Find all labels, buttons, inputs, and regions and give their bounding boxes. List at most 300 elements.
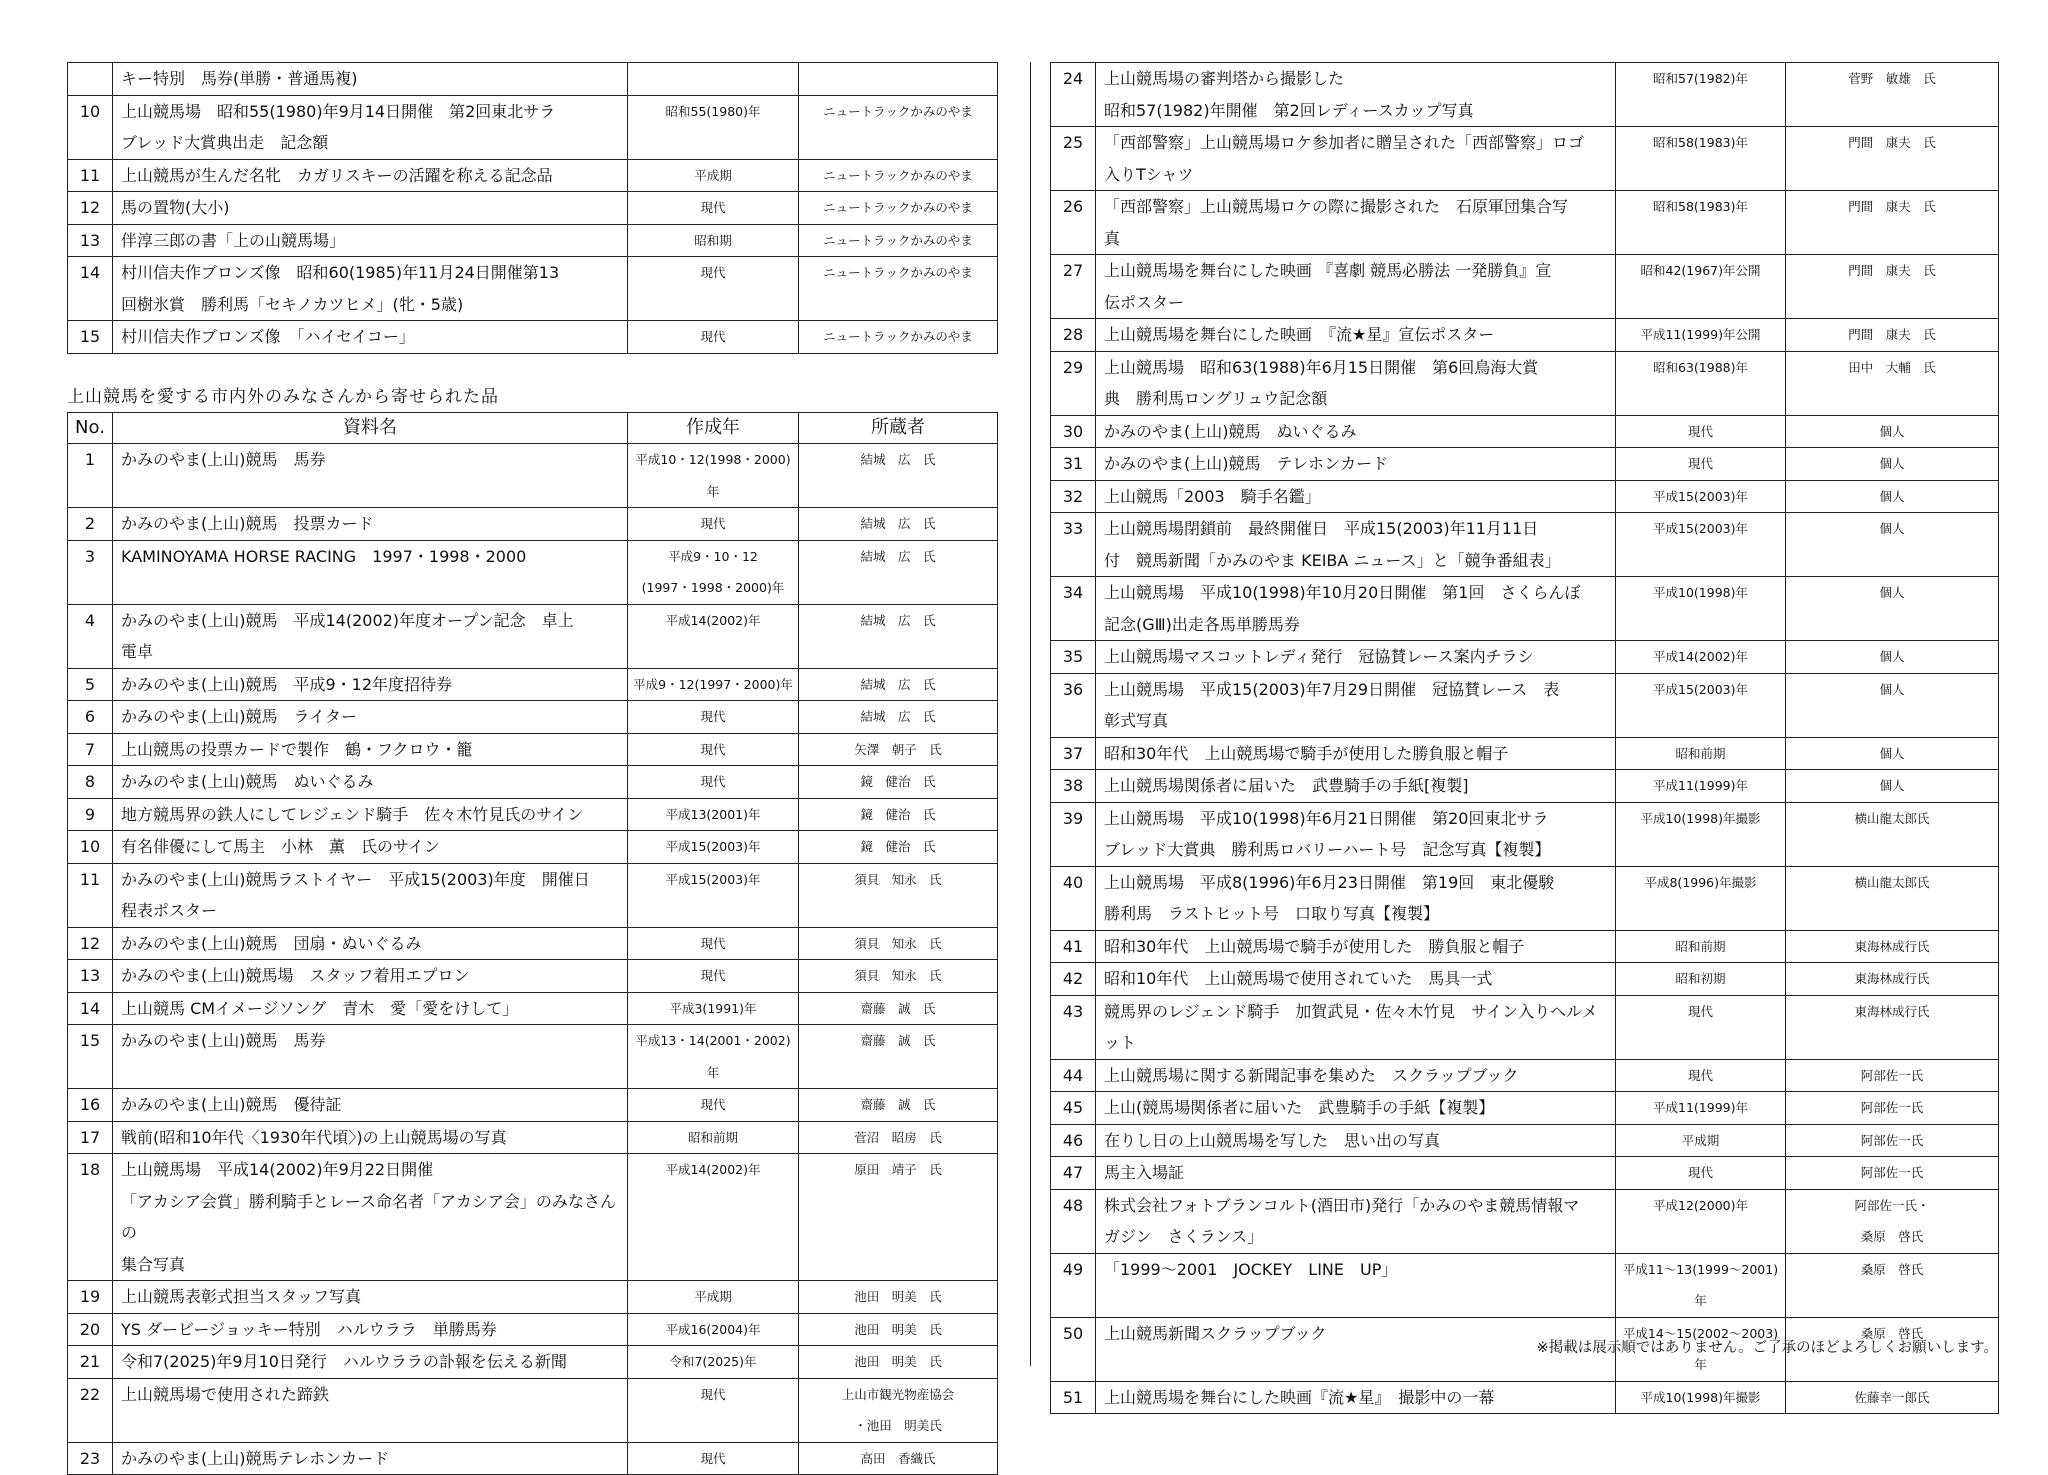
cell-line: 池田 明美 氏 (854, 1354, 942, 1369)
row-number: 46 (1051, 1124, 1096, 1157)
row-number: 15 (68, 1025, 113, 1089)
cell-line: 上山競馬場 昭和55(1980)年9月14日開催 第2回東北サラ (121, 101, 556, 121)
item-name (1096, 191, 1616, 255)
cell-line: 昭和42(1967)年公開 (1640, 263, 1761, 278)
creation-year (1616, 1381, 1786, 1414)
cell-line: 菅野 敏雄 氏 (1848, 71, 1936, 86)
cell-line: 阿部佐一氏 (1860, 1067, 1924, 1083)
item-name (113, 1442, 628, 1475)
cell-line: 齋藤 誠 氏 (860, 1097, 936, 1112)
cell-line: 平成11(1999)年 (1653, 778, 1748, 793)
table-row (1051, 930, 1999, 963)
cell-line: 現代 (1687, 1003, 1713, 1019)
owner (799, 1025, 998, 1089)
cell-line: 現代 (700, 200, 726, 215)
cell-line: 平成3(1991)年 (669, 1000, 757, 1016)
cell-line: 現代 (700, 1386, 726, 1402)
cell-line: 平成15(2003)年 (665, 839, 761, 854)
cell-line: 高田 香織氏 (860, 1450, 936, 1466)
cell-line: 昭和30年代 上山競馬場で騎手が使用した 勝負服と帽子 (1104, 936, 1525, 956)
cell-line: キー特別 馬券(単勝・普通馬複) (121, 69, 358, 88)
cell-line: 結城 広 氏 (860, 709, 936, 724)
table-row (1051, 1059, 1999, 1092)
table-row (68, 444, 998, 508)
cell-line: 上山競馬場 平成10(1998)年6月21日開催 第20回東北サラ (1104, 808, 1549, 828)
item-name (113, 831, 628, 864)
row-number: 25 (1051, 127, 1096, 191)
cell-line: 上山競馬場を舞台にした映画『流★星』 撮影中の一幕 (1104, 1387, 1495, 1407)
cell-line: 平成13・14(2001・2002)年 (635, 1033, 791, 1080)
cell-line: (1997・1998・2000)年 (641, 580, 785, 595)
owner (799, 508, 998, 541)
row-number: 24 (1051, 63, 1096, 127)
creation-year (628, 1281, 799, 1314)
item-name (113, 1089, 628, 1122)
table-row (68, 1378, 998, 1442)
cell-line: ガジン さくランス」 (1104, 1227, 1264, 1246)
cell-line: 個人 (1879, 745, 1905, 761)
row-number: 44 (1051, 1059, 1096, 1092)
owner (799, 1442, 998, 1475)
cell-line: 平成期 (694, 167, 732, 183)
owner (1786, 63, 1999, 127)
item-name (1096, 351, 1616, 415)
table-row (68, 1313, 998, 1346)
table-row (1051, 673, 1999, 737)
cell-line: ニュートラックかみのやま (823, 167, 973, 183)
continued-table (67, 62, 998, 354)
item-name (113, 321, 628, 354)
row-number: 16 (68, 1089, 113, 1122)
creation-year (628, 1121, 799, 1154)
row-number: 3 (68, 540, 113, 604)
item-name (1096, 802, 1616, 866)
footnote: ※掲載は展示順ではありません。ご了承のほどよろしくお願いします。 (1536, 1340, 1998, 1356)
item-name (1096, 63, 1616, 127)
cell-line: 現代 (700, 329, 726, 344)
cell-line: 昭和10年代 上山競馬場で使用されていた 馬具一式 (1104, 969, 1493, 988)
item-name (1096, 1253, 1616, 1317)
table-row (68, 701, 998, 734)
table-row (68, 766, 998, 799)
creation-year (628, 444, 799, 508)
cell-line: 昭和63(1988)年 (1653, 359, 1748, 375)
table-row (1051, 319, 1999, 352)
cell-line: 矢澤 朝子 氏 (854, 741, 942, 757)
creation-year (1616, 448, 1786, 481)
donated-items-table-left (67, 412, 998, 1475)
creation-year (628, 192, 799, 225)
cell-line: 門間 康夫 氏 (1848, 135, 1936, 150)
owner (1786, 737, 1999, 770)
owner (799, 798, 998, 831)
table-row (1051, 415, 1999, 448)
cell-line: 上山競馬場 平成15(2003)年7月29日開催 冠協賛レース 表 (1104, 679, 1560, 699)
cell-line: 平成15(2003)年 (665, 871, 761, 887)
cell-line: かみのやま(上山)競馬 団扇・ぬいぐるみ (121, 933, 422, 953)
table-row (1051, 641, 1999, 674)
cell-line: 上山競馬の投票カードで製作 鶴・フクロウ・籠 (121, 739, 473, 759)
cell-line: かみのやま(上山)競馬 ぬいぐるみ (121, 772, 374, 791)
cell-line: 入りTシャツ (1104, 164, 1194, 184)
cell-line: ニュートラックかみのやま (823, 103, 973, 119)
table-row (1051, 1381, 1999, 1414)
owner (799, 1154, 998, 1281)
cell-line: 在りし日の上山競馬場を写した 思い出の写真 (1104, 1130, 1441, 1150)
owner (799, 63, 998, 96)
cell-line: ・池田 明美氏 (854, 1418, 942, 1433)
owner (799, 257, 998, 321)
creation-year (1616, 1059, 1786, 1092)
creation-year (628, 766, 799, 799)
cell-line: 程表ポスター (121, 901, 218, 920)
cell-line: 勝利馬 ラストヒット号 口取り写真【複製】 (1104, 904, 1440, 923)
owner (1786, 770, 1999, 803)
cell-line: 昭和前期 (687, 1129, 738, 1145)
creation-year (628, 1378, 799, 1442)
table-row (1051, 577, 1999, 641)
creation-year (1616, 415, 1786, 448)
creation-year (1616, 930, 1786, 963)
table-row (1051, 63, 1999, 127)
owner (799, 604, 998, 668)
item-name (1096, 1381, 1616, 1414)
cell-line: 結城 広 氏 (860, 516, 936, 531)
cell-line: 昭和58(1983)年 (1653, 199, 1748, 214)
cell-line: 昭和57(1982)年 (1653, 71, 1748, 86)
item-name (1096, 1189, 1616, 1253)
cell-line: 現代 (700, 1450, 726, 1466)
item-name (113, 192, 628, 225)
table-row (68, 1154, 998, 1281)
cell-line: 阿部佐一氏 (1860, 1165, 1924, 1180)
owner (799, 540, 998, 604)
cell-line: 佐藤幸一郎氏 (1854, 1389, 1930, 1405)
owner (799, 733, 998, 766)
creation-year (1616, 1157, 1786, 1190)
cell-line: 上山競馬場を舞台にした映画 『喜劇 競馬必勝法 一発勝負』宣 (1104, 261, 1552, 280)
cell-line: 東海林成行氏 (1854, 938, 1930, 954)
cell-line: かみのやま(上山)競馬 テレホンカード (1104, 454, 1389, 473)
cell-line: 上山競馬 CMイメージソング 青木 愛「愛をけして」 (121, 998, 519, 1018)
cell-line: ット (1104, 1033, 1137, 1052)
cell-line: 上山競馬場 昭和63(1988)年6月15日開催 第6回鳥海大賞 (1104, 357, 1539, 377)
donated-items-left-body (68, 444, 998, 1475)
row-number: 49 (1051, 1253, 1096, 1317)
item-name (113, 1121, 628, 1154)
row-number: 9 (68, 798, 113, 831)
row-number: 50 (1051, 1317, 1096, 1381)
cell-line: 平成9・12(1997・2000)年 (633, 676, 793, 692)
row-number: 6 (68, 701, 113, 734)
table-row (1051, 1189, 1999, 1253)
cell-line: 上山競馬場閉鎖前 最終開催日 平成15(2003)年11月11日 (1104, 519, 1539, 538)
creation-year (1616, 255, 1786, 319)
creation-year (1616, 127, 1786, 191)
cell-line: 上山競馬場 平成14(2002)年9月22日開催 (121, 1160, 434, 1179)
row-number: 30 (1051, 415, 1096, 448)
cell-line: 阿部佐一氏・ (1854, 1197, 1930, 1213)
row-number: 43 (1051, 995, 1096, 1059)
row-number: 35 (1051, 641, 1096, 674)
cell-line: 令和7(2025)年9月10日発行 ハルウララの訃報を伝える新聞 (121, 1352, 567, 1371)
row-number: 39 (1051, 802, 1096, 866)
cell-line: 「西部警察」上山競馬場ロケの際に撮影された 石原軍団集合写 (1104, 197, 1569, 216)
cell-line: 桑原 啓氏 (1860, 1229, 1924, 1244)
creation-year (1616, 351, 1786, 415)
table-row (1051, 255, 1999, 319)
owner (799, 863, 998, 927)
cell-line: 「1999～2001 JOCKEY LINE UP」 (1104, 1259, 1398, 1279)
cell-line: 齋藤 誠 氏 (860, 1033, 936, 1048)
row-number: 8 (68, 766, 113, 799)
creation-year (1616, 191, 1786, 255)
item-name (1096, 127, 1616, 191)
cell-line: 記念(GⅢ)出走各馬単勝馬券 (1104, 614, 1300, 634)
cell-line: 平成11(1999)年 (1653, 1100, 1748, 1115)
row-number: 29 (1051, 351, 1096, 415)
item-name (1096, 1059, 1616, 1092)
table-row (1051, 1124, 1999, 1157)
cell-line: かみのやま(上山)競馬 馬券 (121, 1031, 326, 1050)
owner (1786, 673, 1999, 737)
cell-line: 平成10(1998)年撮影 (1640, 1389, 1761, 1405)
cell-line: 現代 (1687, 456, 1713, 471)
row-number: 51 (1051, 1381, 1096, 1414)
table-row (68, 63, 998, 96)
row-number: 13 (68, 960, 113, 993)
creation-year (628, 927, 799, 960)
item-name (1096, 319, 1616, 352)
cell-line: 池田 明美 氏 (854, 1289, 942, 1304)
item-name (113, 863, 628, 927)
cell-line: 昭和57(1982)年開催 第2回レディースカップ写真 (1104, 100, 1474, 120)
cell-line: ニュートラックかみのやま (823, 265, 973, 280)
cell-line: 個人 (1879, 423, 1905, 439)
row-number: 41 (1051, 930, 1096, 963)
cell-line: 平成15(2003)年 (1653, 681, 1748, 697)
owner (799, 192, 998, 225)
table-row (68, 1346, 998, 1379)
table-row (68, 798, 998, 831)
owner (1786, 1092, 1999, 1125)
cell-line: 平成10・12(1998・2000)年 (635, 452, 791, 499)
row-number: 47 (1051, 1157, 1096, 1190)
cell-line: 上山競馬表彰式担当スタッフ写真 (121, 1287, 362, 1306)
cell-line: 現代 (700, 1097, 726, 1112)
row-number: 33 (1051, 513, 1096, 577)
creation-year (628, 798, 799, 831)
owner (1786, 866, 1999, 930)
item-name (1096, 480, 1616, 513)
creation-year (628, 960, 799, 993)
creation-year (1616, 1189, 1786, 1253)
creation-year (628, 321, 799, 354)
cell-line: ブレッド大賞典 勝利馬ロバリーハート号 記念写真【複製】 (1104, 840, 1551, 859)
owner (1786, 513, 1999, 577)
creation-year (628, 668, 799, 701)
cell-line: 昭和前期 (1675, 745, 1726, 761)
cell-line: 真 (1104, 228, 1121, 248)
cell-line: 平成8(1996)年撮影 (1644, 874, 1757, 890)
owner (799, 1121, 998, 1154)
item-name (1096, 415, 1616, 448)
owner (1786, 480, 1999, 513)
item-name (113, 1378, 628, 1442)
header-year: 作成年 (628, 413, 799, 444)
owner (799, 95, 998, 159)
item-name (113, 604, 628, 668)
cell-line: 現代 (700, 935, 726, 951)
cell-line: 桑原 啓氏 (1860, 1261, 1924, 1277)
cell-line: 昭和初期 (1675, 971, 1726, 986)
creation-year (628, 540, 799, 604)
item-name (1096, 1124, 1616, 1157)
cell-line: 付 競馬新聞「かみのやま KEIBA ニュース」と「競争番組表」 (1104, 550, 1561, 570)
item-name (113, 668, 628, 701)
cell-line: 横山龍太郎氏 (1854, 874, 1930, 890)
cell-line: 彰式写真 (1104, 711, 1169, 730)
item-name (113, 733, 628, 766)
table-row (1051, 995, 1999, 1059)
row-number: 12 (68, 192, 113, 225)
item-name (1096, 448, 1616, 481)
owner (799, 1281, 998, 1314)
row-number: 12 (68, 927, 113, 960)
creation-year (628, 257, 799, 321)
row-number: 28 (1051, 319, 1096, 352)
owner (1786, 963, 1999, 996)
item-name (113, 540, 628, 604)
creation-year (628, 224, 799, 257)
cell-line: 結城 広 氏 (860, 612, 936, 628)
cell-line: 個人 (1879, 488, 1905, 504)
cell-line: 東海林成行氏 (1854, 971, 1930, 986)
creation-year (1616, 319, 1786, 352)
item-name (113, 1281, 628, 1314)
cell-line: かみのやま(上山)競馬 平成14(2002)年度オープン記念 卓上 (121, 610, 574, 630)
cell-line: 東海林成行氏 (1854, 1003, 1930, 1019)
row-number: 20 (68, 1313, 113, 1346)
cell-line: かみのやま(上山)競馬 ぬいぐるみ (1104, 421, 1357, 441)
cell-line: 鏡 健治 氏 (860, 806, 936, 822)
owner (799, 1346, 998, 1379)
owner (1786, 351, 1999, 415)
item-name (113, 992, 628, 1025)
cell-line: 原田 靖子 氏 (854, 1162, 942, 1177)
cell-line: 門間 康夫 氏 (1848, 327, 1936, 342)
cell-line: 個人 (1879, 585, 1905, 600)
cell-line: ニュートラックかみのやま (823, 200, 973, 215)
cell-line: 現代 (700, 265, 726, 280)
table-row (68, 733, 998, 766)
cell-line: 結城 広 氏 (860, 548, 936, 564)
owner (799, 766, 998, 799)
cell-line: 上山競馬場 平成10(1998)年10月20日開催 第1回 さくらんぼ (1104, 583, 1581, 602)
cell-line: 須貝 知永 氏 (854, 871, 942, 887)
cell-line: 個人 (1879, 456, 1905, 471)
cell-line: 有名俳優にして馬主 小林 薫 氏のサイン (121, 837, 440, 856)
cell-line: 平成14(2002)年 (1653, 649, 1748, 664)
cell-line: 昭和30年代 上山競馬場で騎手が使用した勝負服と帽子 (1104, 743, 1509, 763)
cell-line: KAMINOYAMA HORSE RACING 1997・1998・2000 (121, 546, 527, 566)
row-number: 26 (1051, 191, 1096, 255)
table-row (1051, 963, 1999, 996)
row-number: 42 (1051, 963, 1096, 996)
table-row (1051, 351, 1999, 415)
cell-line: 馬主入場証 (1104, 1163, 1185, 1182)
cell-line: 現代 (700, 709, 726, 724)
table-row (1051, 737, 1999, 770)
creation-year (628, 831, 799, 864)
owner (799, 992, 998, 1025)
cell-line: 平成11～13(1999～2001)年 (1622, 1261, 1779, 1308)
item-name (113, 766, 628, 799)
cell-line: 桑原 啓氏 (1860, 1325, 1924, 1341)
owner (799, 927, 998, 960)
item-name (1096, 1157, 1616, 1190)
row-number: 48 (1051, 1189, 1096, 1253)
cell-line: 平成期 (694, 1289, 732, 1304)
creation-year (628, 1154, 799, 1281)
row-number: 13 (68, 224, 113, 257)
cell-line: 上山競馬場で使用された蹄鉄 (121, 1384, 330, 1404)
cell-line: 平成期 (1681, 1132, 1720, 1148)
item-name (113, 960, 628, 993)
owner (1786, 319, 1999, 352)
owner (1786, 127, 1999, 191)
cell-line: 平成14(2002)年 (665, 1162, 761, 1177)
cell-line: 個人 (1879, 521, 1905, 536)
creation-year (628, 1313, 799, 1346)
cell-line: 上山競馬場関係者に届いた 武豊騎手の手紙[複製] (1104, 776, 1469, 795)
table-row (68, 224, 998, 257)
donated-items-right-body (1051, 63, 1999, 1414)
table-row (1051, 866, 1999, 930)
owner (1786, 448, 1999, 481)
cell-line: 村川信夫作ブロンズ像 「ハイセイコー」 (121, 327, 415, 346)
cell-line: ニュートラックかみのやま (823, 329, 973, 344)
row-number: 5 (68, 668, 113, 701)
cell-line: かみのやま(上山)競馬場 スタッフ着用エプロン (121, 966, 470, 985)
table-row (68, 257, 998, 321)
cell-line: 菅沼 昭房 氏 (854, 1129, 942, 1145)
creation-year (628, 992, 799, 1025)
row-number: 14 (68, 992, 113, 1025)
cell-line: 昭和55(1980)年 (665, 103, 761, 119)
cell-line: 平成16(2004)年 (665, 1321, 761, 1337)
cell-line: 須貝 知永 氏 (854, 935, 942, 951)
item-name (113, 159, 628, 192)
owner (799, 831, 998, 864)
item-name (1096, 866, 1616, 930)
row-number: 18 (68, 1154, 113, 1281)
cell-line: 戦前(昭和10年代〈1930年代頃〉)の上山競馬場の写真 (121, 1127, 507, 1147)
cell-line: 須貝 知永 氏 (854, 968, 942, 983)
cell-line: 昭和58(1983)年 (1653, 135, 1748, 150)
cell-line: 上山競馬が生んだ名牝 カガリスキーの活躍を称える記念品 (121, 165, 553, 185)
owner (1786, 641, 1999, 674)
cell-line: かみのやま(上山)競馬 ライター (121, 707, 358, 726)
owner (799, 321, 998, 354)
table-row (1051, 191, 1999, 255)
row-number: 15 (68, 321, 113, 354)
row-number: 27 (1051, 255, 1096, 319)
owner (1786, 1253, 1999, 1317)
table-row (68, 927, 998, 960)
item-name (1096, 577, 1616, 641)
owner (799, 1089, 998, 1122)
